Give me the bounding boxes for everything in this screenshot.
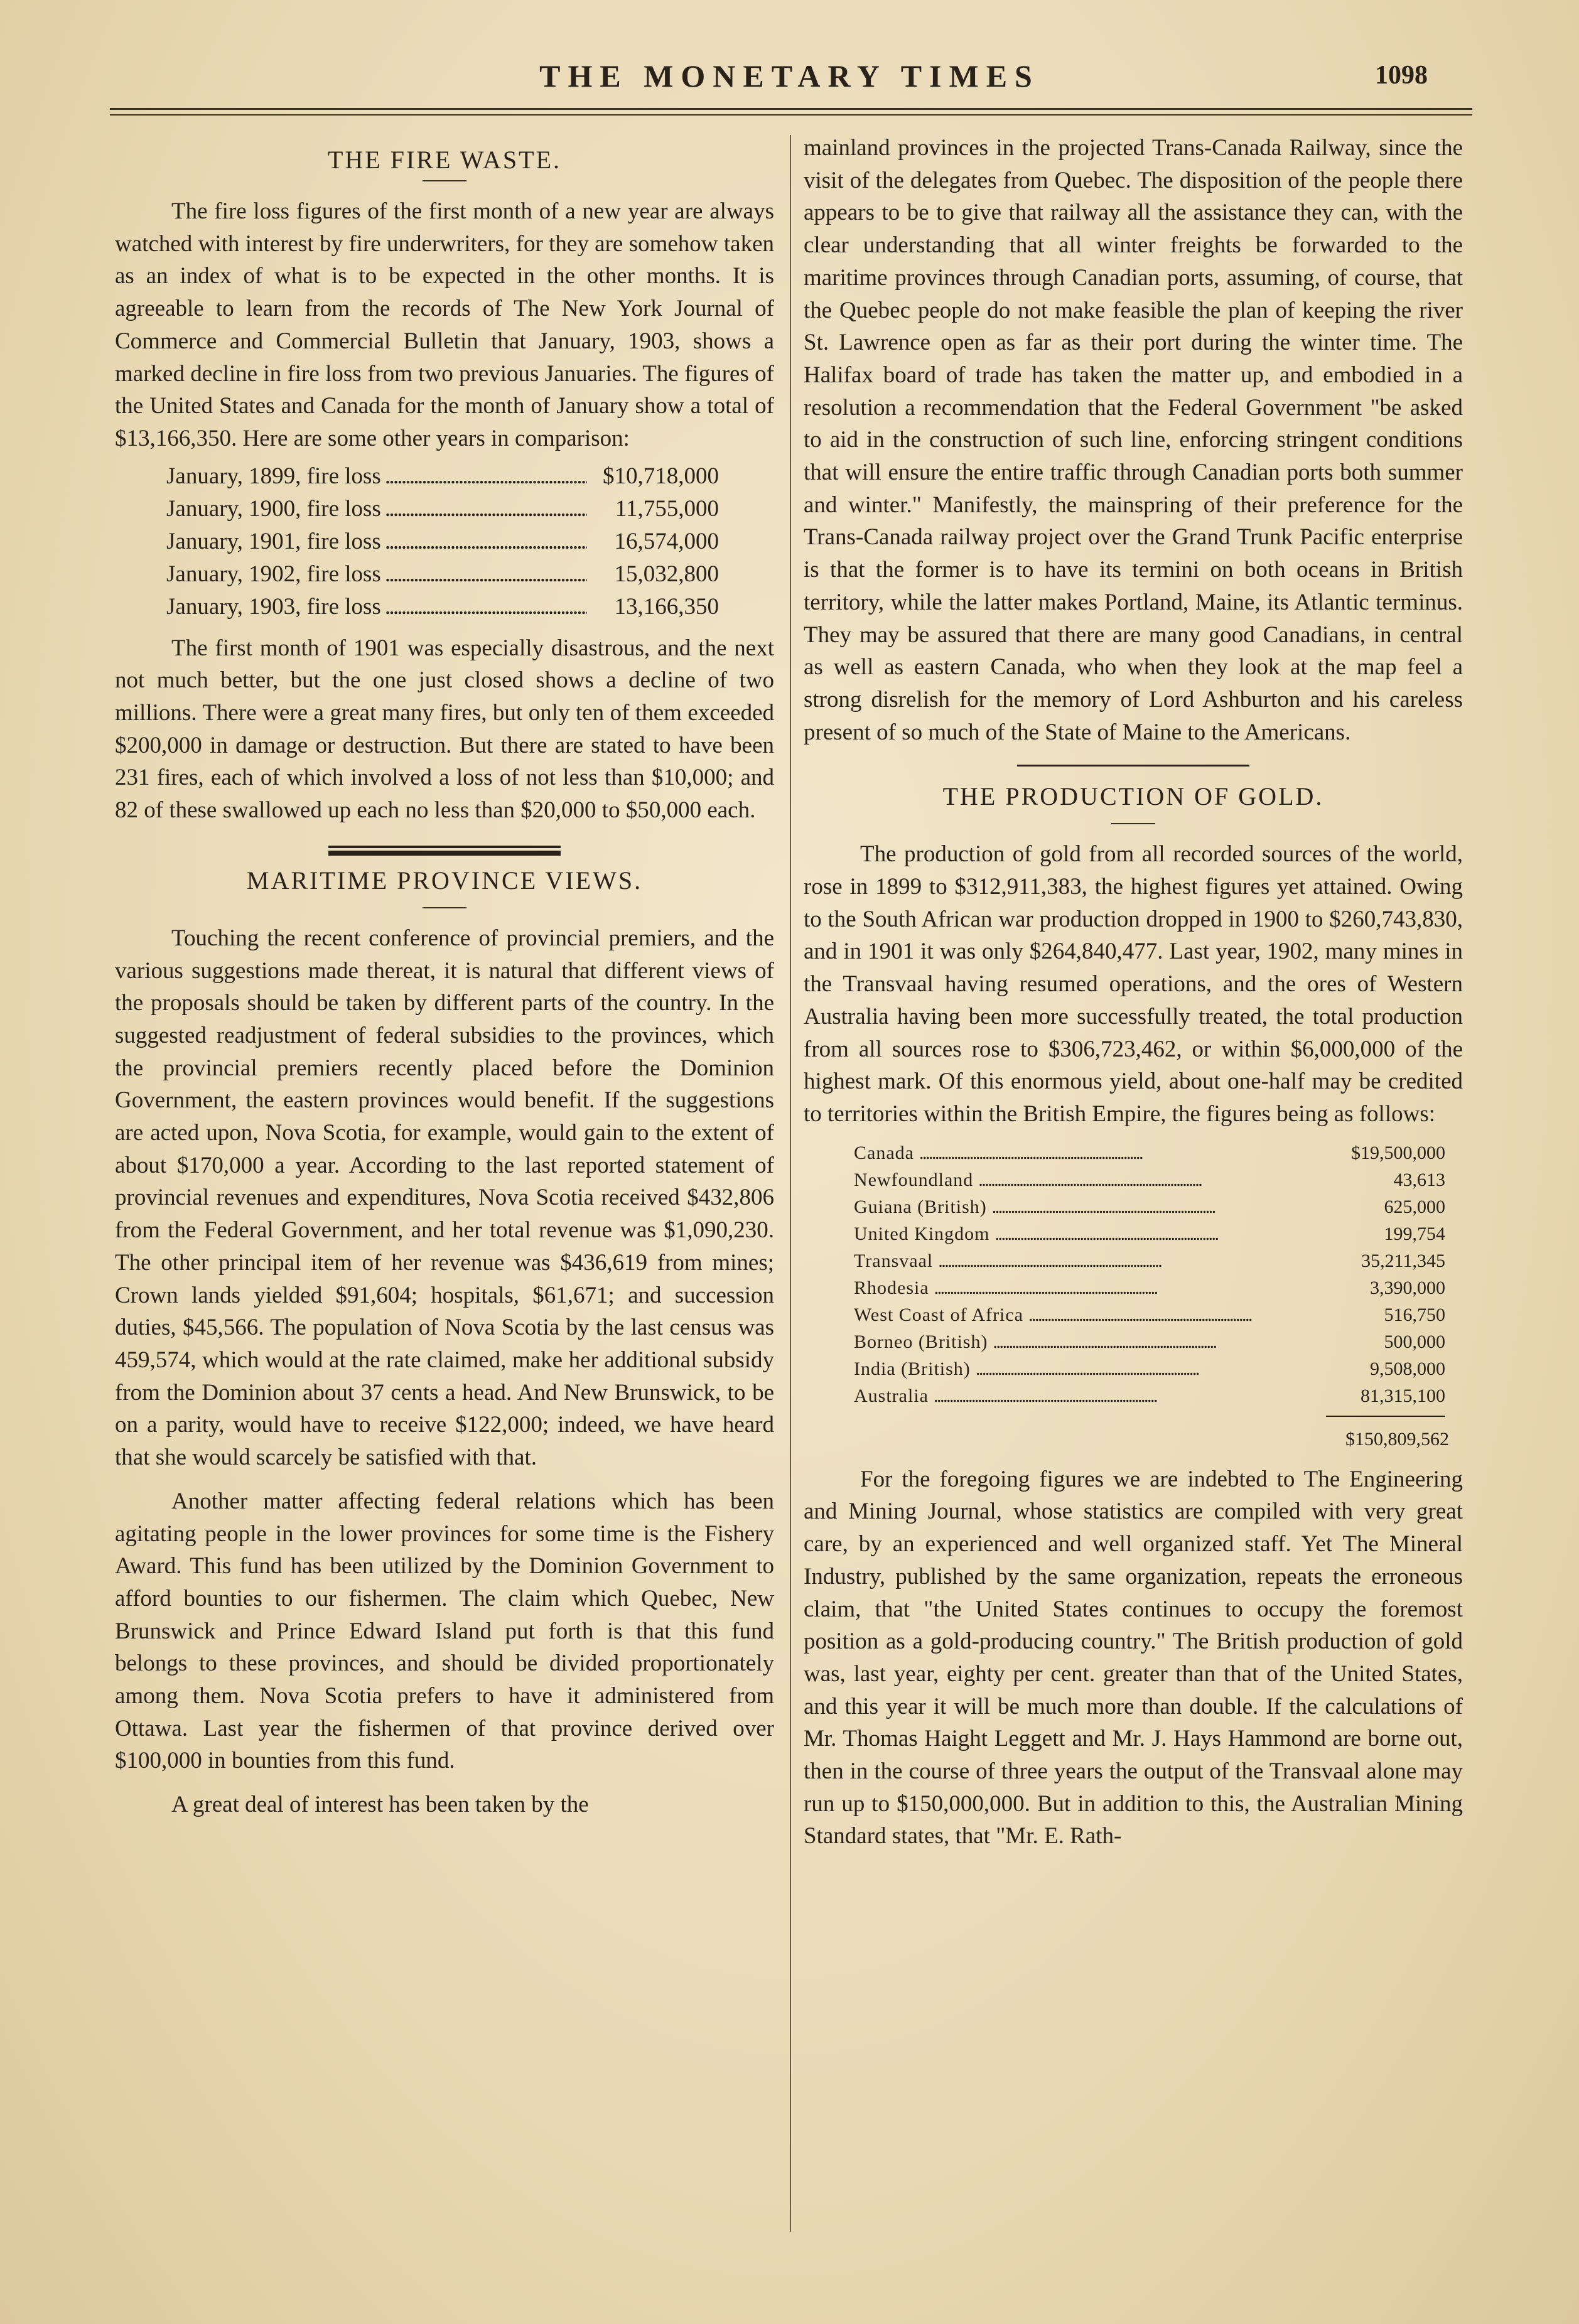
heading-dash	[423, 180, 466, 181]
gold-territory: Rhodesia	[854, 1277, 929, 1298]
leader-dots	[987, 1193, 1326, 1220]
fire-loss-amount: 11,755,000	[615, 495, 719, 522]
gold-amount: 500,000	[1384, 1331, 1445, 1352]
right-column	[804, 132, 1463, 1853]
gold-row	[854, 1220, 1445, 1247]
gold-row	[854, 1193, 1445, 1220]
column-divider	[790, 135, 791, 2232]
leader-dots	[381, 525, 587, 558]
gold-territory: Guiana (British)	[854, 1196, 987, 1217]
fire-loss-amount: $10,718,000	[603, 463, 719, 489]
section-divider	[1017, 765, 1249, 767]
section-divider	[328, 846, 561, 856]
fire-loss-label: January, 1899, fire loss	[166, 463, 381, 489]
maritime-paragraph: A great deal of interest has been taken by the	[171, 1792, 589, 1818]
leader-dots	[381, 493, 587, 525]
fire-loss-row	[166, 493, 719, 525]
fire-waste-paragraph: The fire loss figures of the first month of a new year are always watched with interest by fire underwriters, for they are somehow taken as an index of what is to be expected in the other months. It is agreeable to learn from the records of The New York Journal of Commerce and Commercial Bulletin that January, 1903, shows a marked decline in fire loss from two previous Januaries. The figures of the United States and Canada for the month of January show a total of $13,166,350. Here are some other years in comparison:	[115, 198, 774, 451]
fire-loss-amount: 16,574,000	[614, 528, 719, 554]
heading-dash	[423, 907, 466, 908]
maritime-paragraph: Touching the recent conference of provincial premiers, and the various suggestions made thereat, it is natural that different views of the proposals should be taken by different parts of the country. In the suggested readjustment of federal subsidies to the provinces, which the provincial premiers recently placed before the Dominion Government, the eastern provinces would benefit. If the suggestions are acted upon, Nova Scotia, for example, would gain to the extent of about $170,000 a year. According to the last reported statement of provincial revenues and expenditures, Nova Scotia received $432,806 from the Federal Government, and her total revenue was $1,090,230. The other principal item of her revenue was $436,619 from mines; Crown lands yielded $91,604; hospitals, $61,671; and succession duties, $45,566. The population of Nova Scotia by the last census was 459,574, which would at the rate claimed, make her additional subsidy from the Dominion about 37 cents a head. And New Brunswick, to be on a parity, would have to receive $122,000; indeed, we have heard that she would scarcely be satisfied with that.	[115, 925, 774, 1471]
gold-amount: 81,315,100	[1361, 1385, 1445, 1406]
leader-dots	[381, 558, 587, 591]
masthead-title: THE MONETARY TIMES	[539, 58, 1040, 94]
gold-amount: 35,211,345	[1361, 1250, 1445, 1271]
fire-loss-label: January, 1902, fire loss	[166, 561, 381, 587]
gold-territory: Canada	[854, 1142, 914, 1163]
maritime-continued-paragraph: mainland provinces in the projected Trans-Canada Railway, since the visit of the delegates from Quebec. The disposition of the people there appears to be to give that railway all the assistance they can, with the clear understanding that all winter freights be forwarded to the maritime provinces through Canadian ports, assuming, of course, that the Quebec people do not make feasible the plan of keeping the river St. Lawrence open as far as their port during the winter time. The Halifax board of trade has taken the matter up, and embodied in a resolution a recommendation that the Federal Government "be asked to aid in the construction of such line, enforcing stringent conditions that will ensure the entire traffic through Canadian ports both summer and winter." Manifestly, the mainspring of their preference for the Trans-Canada railway project over the Grand Trunk Pacific enterprise is that the former is to have its termini on both oceans in British territory, while the latter makes Portland, Maine, its Atlantic terminus. They may be assured that there are many good Canadians, in central as well as eastern Canada, who when they look at the map feel a strong disrelish for the memory of Lord Ashburton and his careless present of so much of the State of Maine to the Americans.	[804, 135, 1463, 745]
gold-production-table	[854, 1139, 1445, 1409]
gold-heading: THE PRODUCTION OF GOLD.	[942, 782, 1324, 811]
gold-row	[854, 1355, 1445, 1382]
total-rule	[1326, 1416, 1445, 1417]
gold-amount: 199,754	[1384, 1223, 1445, 1244]
gold-territory: India (British)	[854, 1358, 971, 1379]
gold-territory: United Kingdom	[854, 1223, 990, 1244]
leader-dots	[1023, 1301, 1326, 1328]
leader-dots	[971, 1355, 1326, 1382]
gold-territory: Newfoundland	[854, 1169, 974, 1190]
gold-amount: 625,000	[1384, 1196, 1445, 1217]
fire-loss-label: January, 1900, fire loss	[166, 495, 381, 522]
gold-paragraph: For the foregoing figures we are indebted to The Engineering and Mining Journal, whose statistics are compiled with very great care, by an experienced and well organized staff. Yet The Mineral Industry, published by the same organization, repeats the erroneous claim, that "the United States continues to occupy the foremost position as a gold-producing country." The British production of gold was, last year, eighty per cent. greater than that of the United States, and this year it will be much more than double. If the calculations of Mr. Thomas Haight Leggett and Mr. J. Hays Hammond are borne out, then in the course of three years the output of the Transvaal alone may run up to $150,000,000. But in addition to this, the Australian Mining Standard states, that "Mr. E. Rath-	[804, 1466, 1463, 1849]
fire-loss-row	[166, 525, 719, 558]
heading-dash	[1111, 823, 1155, 824]
page-number: 1098	[1375, 61, 1428, 90]
gold-row	[854, 1382, 1445, 1409]
gold-amount: $19,500,000	[1351, 1142, 1445, 1163]
gold-territory: Australia	[854, 1385, 929, 1406]
fire-waste-paragraph: The first month of 1901 was especially disastrous, and the next not much better, but the one just closed shows a decline of two millions. There were a great many fires, but only ten of them exceeded $200,000 in damage or destruction. But there are stated to have been 231 fires, each of which involved a loss of not less than $10,000; and 82 of these swallowed up each no less than $20,000 to $50,000 each.	[115, 635, 774, 824]
fire-loss-label: January, 1903, fire loss	[166, 593, 381, 620]
leader-dots	[990, 1220, 1327, 1247]
leader-dots	[933, 1247, 1326, 1274]
leader-dots	[929, 1274, 1326, 1301]
maritime-paragraph: Another matter affecting federal relations which has been agitating people in the lower provinces for some time is the Fishery Award. This fund has been utilized by the Dominion Government to afford bounties to our fishermen. The claim which Quebec, New Brunswick and Prince Edward Island put forth is that this fund belongs to these provinces, and should be divided proportionately among them. Nova Scotia prefers to have it administered from Ottawa. Last year the fishermen of that province derived over $100,000 in bounties from this fund.	[115, 1488, 774, 1774]
gold-territory: Borneo (British)	[854, 1331, 988, 1352]
fire-loss-amount: 13,166,350	[614, 593, 719, 620]
gold-row	[854, 1247, 1445, 1274]
fire-loss-label: January, 1901, fire loss	[166, 528, 381, 554]
gold-territory: West Coast of Africa	[854, 1304, 1024, 1325]
fire-loss-row	[166, 591, 719, 623]
gold-amount: 516,750	[1384, 1304, 1445, 1325]
leader-dots	[973, 1166, 1326, 1193]
gold-territory: Transvaal	[854, 1250, 934, 1271]
gold-amount: 43,613	[1393, 1169, 1445, 1190]
leader-dots	[381, 591, 587, 623]
leader-dots	[381, 460, 587, 493]
gold-amount: 3,390,000	[1370, 1277, 1445, 1298]
left-column	[115, 135, 774, 1821]
leader-dots	[929, 1382, 1326, 1409]
fire-loss-table	[166, 460, 774, 623]
leader-dots	[914, 1139, 1326, 1166]
fire-loss-amount: 15,032,800	[614, 561, 719, 587]
gold-row	[854, 1166, 1445, 1193]
masthead-rule-bottom	[110, 114, 1472, 116]
fire-loss-row	[166, 460, 719, 493]
gold-paragraph: The production of gold from all recorded sources of the world, rose in 1899 to $312,911,383, the highest figures yet attained. Owing to the South African war production dropped in 1900 to $260,743,830, and in 1901 it was only $264,840,477. Last year, 1902, many mines in the Transvaal having resumed operations, and the ores of Western Australia having been more successfully treated, the total production from all sources rose to $306,723,462, or within $6,000,000 of the highest mark. Of this enormous yield, about one-half may be credited to territories within the British Empire, the figures being as follows:	[804, 841, 1463, 1127]
gold-row	[854, 1274, 1445, 1301]
fire-loss-row	[166, 558, 719, 591]
gold-row	[854, 1328, 1445, 1355]
gold-amount: 9,508,000	[1370, 1358, 1445, 1379]
gold-row	[854, 1301, 1445, 1328]
gold-total: $150,809,562	[1345, 1428, 1449, 1450]
masthead-rule-top	[110, 108, 1472, 110]
gold-row	[854, 1139, 1445, 1166]
fire-waste-heading: THE FIRE WASTE.	[327, 146, 562, 174]
leader-dots	[988, 1328, 1326, 1355]
maritime-heading: MARITIME PROVINCE VIEWS.	[246, 866, 643, 895]
